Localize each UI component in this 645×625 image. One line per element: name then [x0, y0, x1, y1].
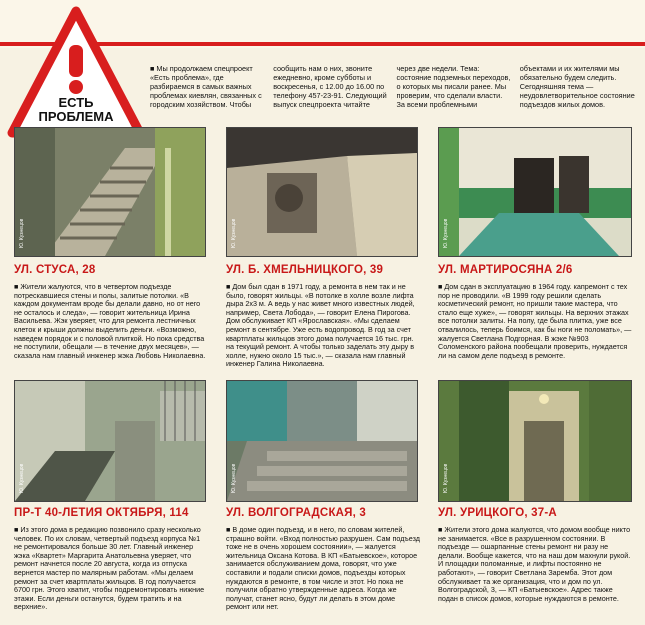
street-title: УЛ. МАРТИРОСЯНА 2/6	[438, 264, 573, 276]
hallway-illustration	[439, 128, 631, 256]
entrance-illustration	[227, 381, 417, 501]
street-title: УЛ. ВОЛГОГРАДСКАЯ, 3	[226, 507, 367, 519]
photo-40-letiya	[14, 380, 206, 502]
article-text: ■ Из этого дома в редакцию позвонило сразу несколько человек. По их словам, четвертый подъезд корпуса №1 не ремонтировался больше 30 лет. Главный инженер жэка «Квартет» Маргарита Анатольевна уверяет, что ремонт начнется после 20 августа, когда из отпуска вернется мастер по малярным работам. «Мы делаем ремонт за счет квартплаты жильцов. В год получается 6700 грн. Этого хватит, чтобы подремонтировать нижние этажи. Если деньги останутся, будем тратить и на верхние».	[14, 526, 205, 612]
photo-credit: Ю. Кузнецов	[443, 463, 449, 493]
article-text: ■ Жители жалуются, что в четвертом подъезде потрескавшиеся стены и полы, залитые потолки. «В каждом документам вроде бы делали давно, но от него не осталось и следа», — говорит жительница Ирина Васильева. Жэк уверяет, что для ремонта лестничных клеток и крыши должны выделить деньги. «Возможно, наведем порядок и с половой плиткой. Но пока средства не поступили, обещали — в течение двух месяцев», — сказала нам главный инженер жэка Любовь Николаевна.	[14, 283, 206, 360]
street-title: УЛ. Б. ХМЕЛЬНИЦКОГО, 39	[226, 264, 384, 276]
warning-triangle-icon	[6, 5, 146, 145]
article-text: ■ Жители этого дома жалуются, что домом вообще никто не занимается. «Все в разрушенном состоянии. В подъезде — ошарпанные стены ремонт ни разу не делали. Вообще кажется, что на наш дом махнули рукой. И площадки поломанные, и лифты постоянно не работают», — говорит Светлана Заремба. Этот дом обслуживает та же организация, что и дом по ул. Волгоградской, 3, — КП «Батыевское». Адрес также подан в список домов, которые нуждаются в ремонте.	[438, 526, 631, 603]
photo-martirosyana	[438, 127, 632, 257]
photo-uritskogo	[438, 380, 632, 502]
staircase-illustration	[15, 381, 205, 501]
article-text: ■ Дом был сдан в 1971 году, а ремонта в нем так и не было, говорят жильцы. «В потолке в холле возле лифта дыра 2х3 м. А ведь у нас живет много известных людей, например, Света Лобода», — говорит Елена Пирогова. Дом обслуживает КП «Ярославская». «Мы сделаем ремонт в сентябре. Уже есть водопровод. В год за счет квартплаты жильцов этого дома получается 16 тыс. грн. на текущий ремонт. А чтобы только заделать эту дыру в холле, нужно около 15 тыс.», — сказала нам главный инженер Галина Николаевна.	[226, 283, 415, 369]
photo-khmelnytskogo	[226, 127, 418, 257]
photo-credit: Ю. Кузнецов	[19, 218, 25, 248]
badge-title	[10, 96, 142, 124]
photo-credit: Ю. Кузнецов	[231, 463, 237, 493]
photo-volgogradskaya	[226, 380, 418, 502]
street-title: УЛ. СТУСА, 28	[14, 264, 96, 276]
ceiling-hole-illustration	[227, 128, 417, 256]
badge-line2: ПРОБЛЕМА	[38, 109, 114, 124]
corridor-illustration	[439, 381, 631, 501]
street-title: ПР-Т 40-ЛЕТИЯ ОКТЯБРЯ, 114	[14, 507, 189, 519]
photo-credit: Ю. Кузнецов	[231, 218, 237, 248]
photo-stusa	[14, 127, 206, 257]
article-text: ■ Дом сдан в эксплуатацию в 1964 году. капремонт с тех пор не проводили. «В 1999 году решили сделать косметический ремонт, но пришли такие мастера, что стало еще хуже», — говорят жильцы. На верхних этажах все потолки залиты. На полу, где была плитка, уже все отвалилось, теперь боимся, как бы ноги не поломать», — жалуется Светлана Подгорная. В жэке №903 Соломенского района пообещали проверить, нуждается ли на самом деле подъезд в ремонте.	[438, 283, 632, 360]
stairs-illustration	[15, 128, 205, 256]
street-title: УЛ. УРИЦКОГО, 37-А	[438, 507, 557, 519]
article-text: ■ В доме один подъезд, и в него, по словам жителей, страшно войти. «Вход полностью разрушен. Сам подъезд тоже не в очень хорошем состоянии», — жалуется жительница Оксана Котова. В КП «Батыевское», которое занимается обслуживанием дома, говорят, что уже составили и подали списки домов, подъезды которых нуждаются в ремонте, в том числе и этот. Но пока не получили обратно утвержденные адреса. Когда же получат, станет ясно, будут ли делать в этом доме ремонт или нет.	[226, 526, 420, 612]
photo-credit: Ю. Кузнецов	[443, 218, 449, 248]
photo-credit: Ю. Кузнецов	[19, 463, 25, 493]
badge-line1: ЕСТЬ	[58, 95, 94, 110]
intro-text: ■ Мы продолжаем спецпроект «Есть проблема», где разбираемся в самых важных проблемах киевлян, связанных с городским хозяйством. Чтобы сообщить нам о них, звоните ежедневно, кроме субботы и воскресенья, с 12.00 до 16.00 по телефону 457-23-91. Следующий выпуск спецпроекта читайте через две недели. Тема: состояние подземных переходов, о которых мы писали ранее. Мы проверим, что сделали власти. За всеми проблемными объектами и их жителями мы обязательно будем следить. Сегодняшняя тема — неудовлетворительное состояние подъездов жилых домов.	[150, 64, 635, 109]
